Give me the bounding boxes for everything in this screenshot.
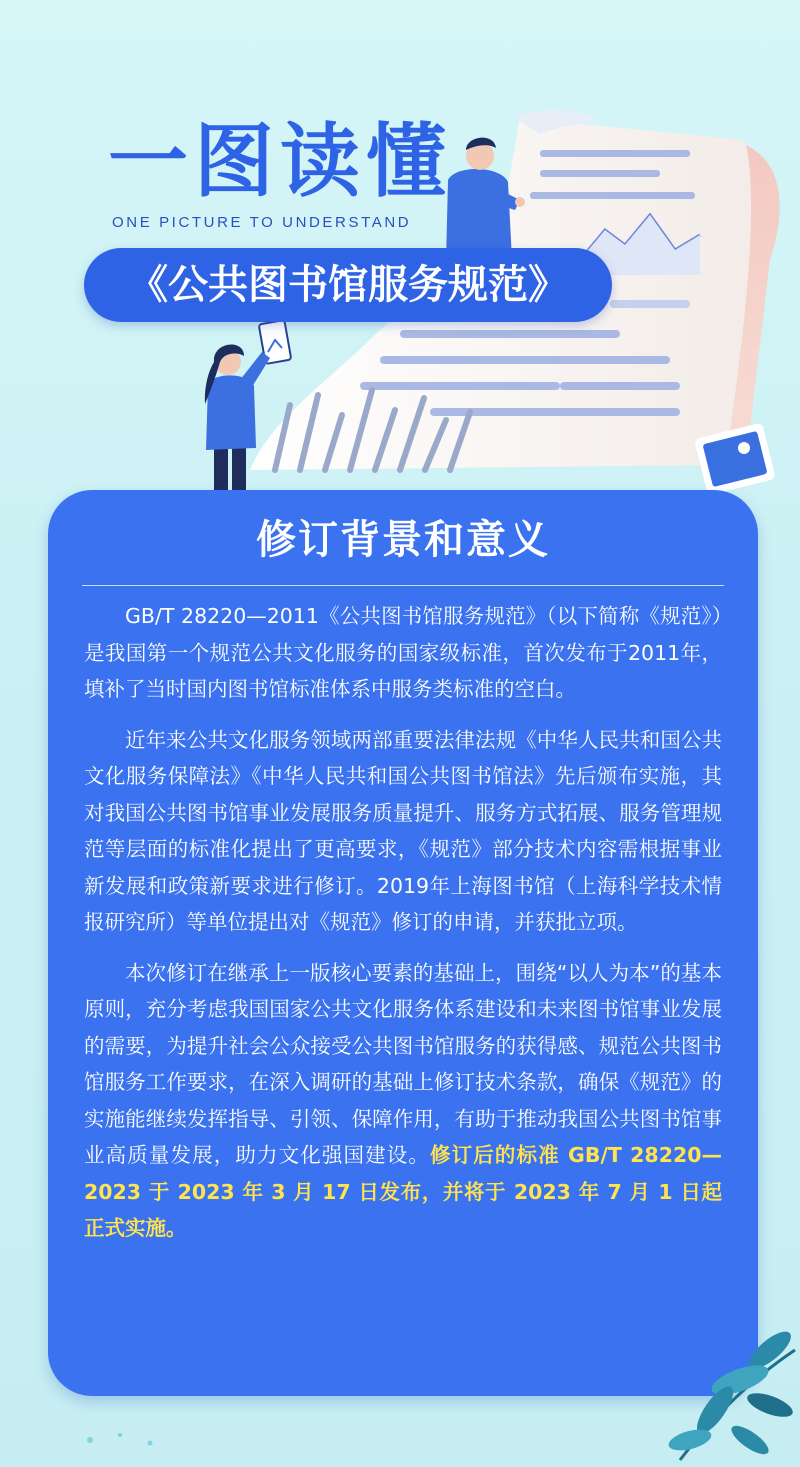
paragraph-3 <box>84 955 722 1247</box>
paragraph-2: 近年来公共文化服务领域两部重要法律法规《中华人民共和国公共文化服务保障法》《中华人民共和国公共图书馆法》先后颁布实施，其对我国公共图书馆事业发展服务质量提升、服务方式拓展、服务管理规范等层面的标准化提出了更高要求，《规范》部分技术内容需根据事业新发展和政策新要求进行修订。2019年上海图书馆（上海科学技术情报研究所）等单位提出对《规范》修订的申请，并获批立项。 <box>84 727 722 934</box>
section-title: 修订背景和意义 <box>256 517 550 563</box>
release-date-highlight: 修订后的标准 GB/T 28220—2023 于 2023 年 3 月 17 日发布，并将于 2023 年 7 月 1 日起正式实施。 <box>84 1143 722 1240</box>
section-divider <box>82 585 724 586</box>
page-subtitle: ONE PICTURE TO UNDERSTAND <box>112 214 412 231</box>
page-title: 一图读懂 <box>108 115 452 208</box>
paragraph-3-text: 本次修订在继承上一版核心要素的基础上，围绕“以人为本”的基本原则，充分考虑我国国家公共文化服务体系建设和未来图书馆事业发展的需要，为提升社会公众接受公共图书馆服务的获得感、规范公共图书馆服务工作要求，在深入调研的基础上修订技术条款，确保《规范》的实施能继续发挥指导、引领、保障作用，有助于推动我国公共图书馆事业高质量发展，助力文化强国建设。 <box>84 960 722 1167</box>
paragraph-1: GB/T 28220—2011《公共图书馆服务规范》（以下简称《规范》）是我国第一个规范公共文化服务的国家级标准，首次发布于2011年，填补了当时国内图书馆标准体系中服务类标准的空白。 <box>84 604 722 701</box>
document-title-banner <box>84 248 612 322</box>
document-title: 《公共图书馆服务规范》 <box>128 262 568 308</box>
section-body <box>84 598 722 1247</box>
hero-banner <box>0 0 800 500</box>
dots-decoration-icon <box>80 1425 200 1455</box>
content-card <box>48 490 758 1396</box>
leaf-decoration-icon <box>620 1310 800 1467</box>
